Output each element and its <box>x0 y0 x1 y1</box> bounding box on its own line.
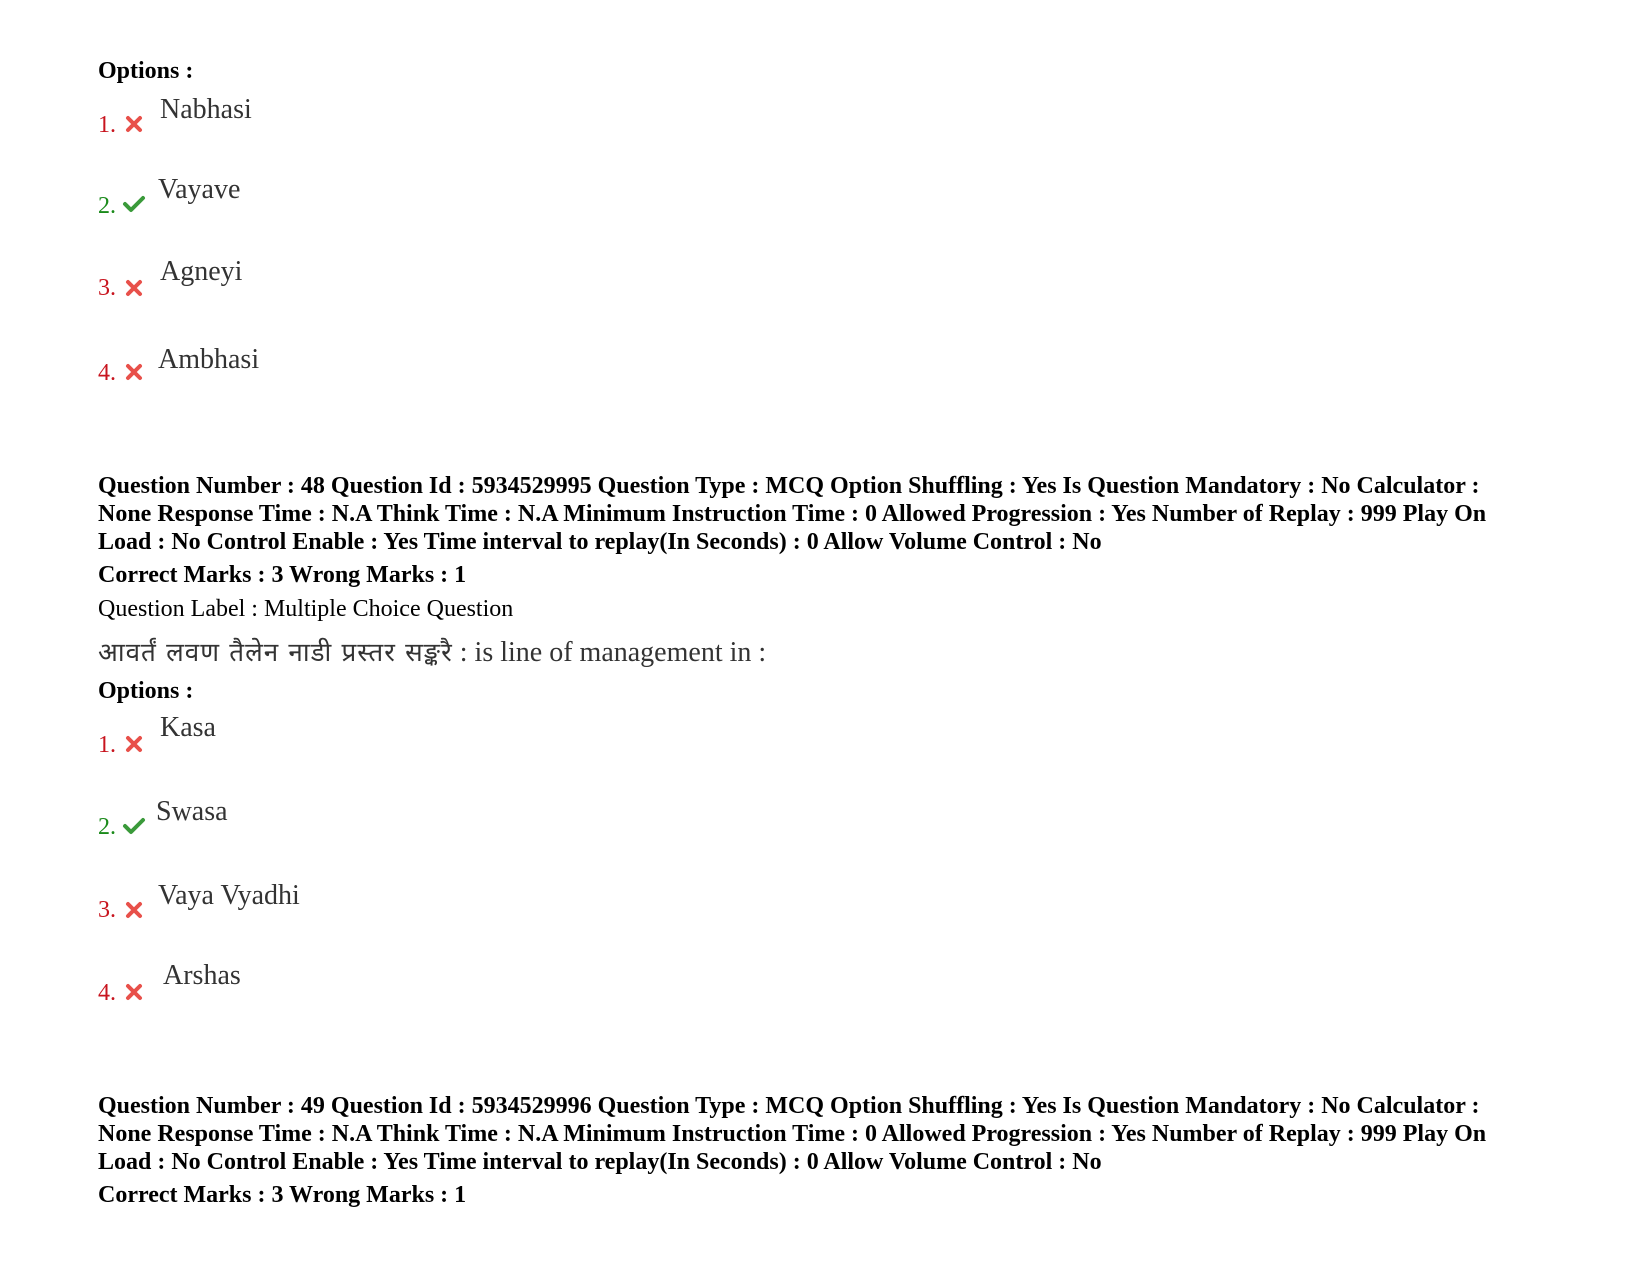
question-48-marks: Correct Marks : 3 Wrong Marks : 1 <box>98 562 467 588</box>
option-number: 2. <box>98 193 116 219</box>
cross-icon <box>124 900 144 920</box>
options-label: Options : <box>98 58 194 84</box>
check-icon <box>122 816 146 836</box>
cross-icon <box>124 982 144 1002</box>
question-suffix-text: : is line of management in : <box>459 637 767 668</box>
question-49-marks: Correct Marks : 3 Wrong Marks : 1 <box>98 1182 467 1208</box>
option-number: 2. <box>98 814 116 840</box>
options-label: Options : <box>98 678 194 704</box>
meta-line: None Response Time : N.A Think Time : N.A Minimum Instruction Time : 0 Allowed Progression : Yes Number of Replay : 999 Play On <box>98 1121 1487 1147</box>
cross-icon <box>124 114 144 134</box>
meta-line: None Response Time : N.A Think Time : N.A Minimum Instruction Time : 0 Allowed Progression : Yes Number of Replay : 999 Play On <box>98 501 1487 527</box>
question-49-meta <box>98 1092 1598 1176</box>
cross-icon <box>124 278 144 298</box>
option-text: Kasa <box>160 712 216 743</box>
cross-icon <box>124 734 144 754</box>
option-text: Vayave <box>158 174 241 205</box>
question-sanskrit-text: आवर्तं लवण तैलेन नाडी प्रस्तर सङ्करै <box>98 638 453 668</box>
meta-line: Question Number : 49 Question Id : 5934529996 Question Type : MCQ Option Shuffling : Yes Is Question Mandatory : No Calculator : <box>98 1093 1480 1119</box>
question-48-meta <box>98 472 1598 556</box>
option-number: 4. <box>98 360 116 386</box>
question-48-label: Question Label : Multiple Choice Question <box>98 596 514 622</box>
meta-line: Load : No Control Enable : Yes Time interval to replay(In Seconds) : 0 Allow Volume Control : No <box>98 529 1102 555</box>
option-text: Nabhasi <box>160 94 252 125</box>
meta-line: Load : No Control Enable : Yes Time interval to replay(In Seconds) : 0 Allow Volume Control : No <box>98 1149 1102 1175</box>
option-text: Agneyi <box>160 256 243 287</box>
option-text: Arshas <box>163 960 241 991</box>
option-number: 4. <box>98 980 116 1006</box>
meta-line: Question Number : 48 Question Id : 5934529995 Question Type : MCQ Option Shuffling : Yes Is Question Mandatory : No Calculator : <box>98 473 1480 499</box>
option-number: 3. <box>98 275 116 301</box>
question-48-text <box>98 633 766 669</box>
option-text: Ambhasi <box>158 344 260 375</box>
option-text: Swasa <box>156 796 228 827</box>
option-number: 1. <box>98 732 116 758</box>
option-number: 3. <box>98 897 116 923</box>
cross-icon <box>124 362 144 382</box>
check-icon <box>122 194 146 214</box>
option-number: 1. <box>98 112 116 138</box>
option-text: Vaya Vyadhi <box>158 880 300 911</box>
